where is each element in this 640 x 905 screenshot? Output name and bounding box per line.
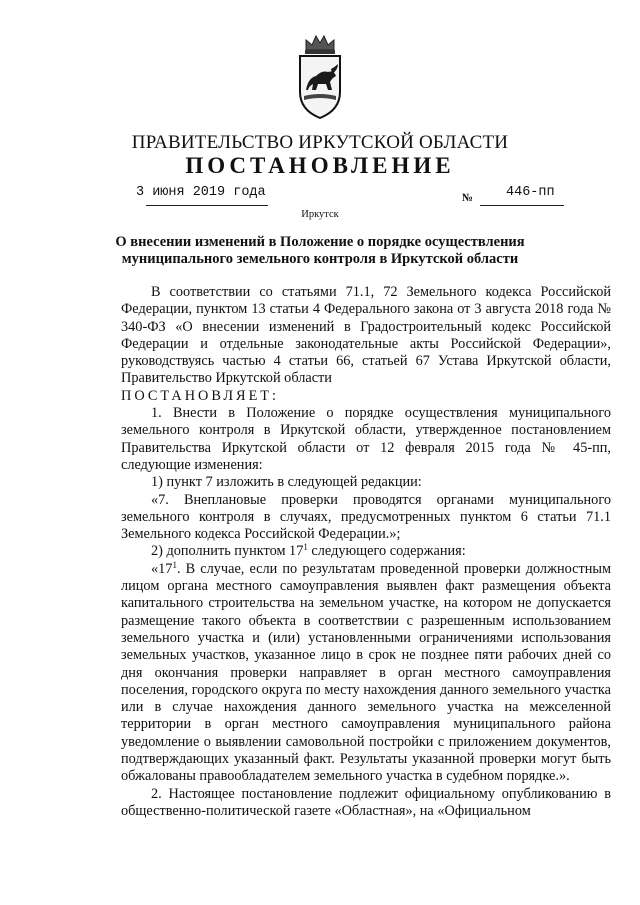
item-17-text: . В случае, если по результатам проведенной проверки должностным лицом органа местного самоуправления выявлен факт размещения объекта капитального строительства на земельном участке, на котором не допускается размещение такого объекта в соответствии с разрешенным использованием земельного участка и (или) установленными ограничениями использования земельных участков, указанное лицо в срок не позднее пяти рабочих дней со дня окончания проверки направляет в орган местного самоуправления поселения, городского округа по месту нахождения данного земельного участка или в случае нахождения данного земельного участка на межселенной территории в орган местного самоуправления муниципального района уведомление о выявлении самовольной постройки с приложением документов, подтверждающих указанный факт. Результаты указанной проверки могут быть обжалованы правообладателем земельного участка в судебном порядке.». xyxy=(121,560,611,785)
intro-paragraph: В соответствии со статьями 71.1, 72 Земельного кодекса Российской Федерации, пунктом 13 статьи 4 Федерального закона от 3 августа 2018 года № 340-ФЗ «О внесении изменений в Градостроительный кодекс Российской Федерации и отдельные законодательные акты Российской Федерации», руководствуясь частью 4 статьи 66, статьей 67 Устава Иркутской области, Правительство Иркутской области xyxy=(121,284,611,387)
document-title: О внесении изменений в Положение о порядке осуществления муниципального земельного контроля в Иркутской области xyxy=(115,234,525,267)
item-1-1-text: «7. Внеплановые проверки проводятся органами муниципального земельного контроля в случаях, предусмотренных пунктом 6 статьи 71.1 Земельного кодекса Российской Федерации.»; xyxy=(121,491,611,543)
number-underline xyxy=(480,205,564,206)
item-17-sup: 1 xyxy=(172,559,177,570)
item-2: 2. Настоящее постановление подлежит официальному опубликованию в общественно-политической газете «Областная», на «Официальном xyxy=(121,785,611,819)
item-17-1 xyxy=(121,561,611,786)
item-17-prefix: «17 xyxy=(151,560,173,577)
number-sign: № xyxy=(462,192,474,204)
item-1-2-sup: 1 xyxy=(303,542,308,553)
item-1-1: 1) пункт 7 изложить в следующей редакции: xyxy=(151,474,422,491)
item-1-2-after: следующего содержания: xyxy=(307,543,466,560)
date-underline xyxy=(146,205,268,206)
document-body xyxy=(121,284,611,820)
decree-date: 3 июня 2019 года xyxy=(136,185,266,200)
decree-number: 446-пп xyxy=(506,185,555,200)
item-1: 1. Внести в Положение о порядке осуществления муниципального земельного контроля в Иркутской области, утвержденное постановлением Правительства Иркутской области от 12 февраля 2015 года № 45-пп, следующие изменения: xyxy=(121,405,611,473)
document-type: ПОСТАНОВЛЕНИЕ xyxy=(185,153,455,178)
resolves-heading: ПОСТАНОВЛЯЕТ: xyxy=(121,387,280,404)
government-name: ПРАВИТЕЛЬСТВО ИРКУТСКОЙ ОБЛАСТИ xyxy=(131,132,509,153)
item-1-2-before: 2) дополнить пунктом 17 xyxy=(151,543,304,560)
irkutsk-coat-of-arms-icon xyxy=(296,34,344,120)
item-1-2 xyxy=(121,543,611,560)
city-name: Иркутск xyxy=(301,209,339,220)
